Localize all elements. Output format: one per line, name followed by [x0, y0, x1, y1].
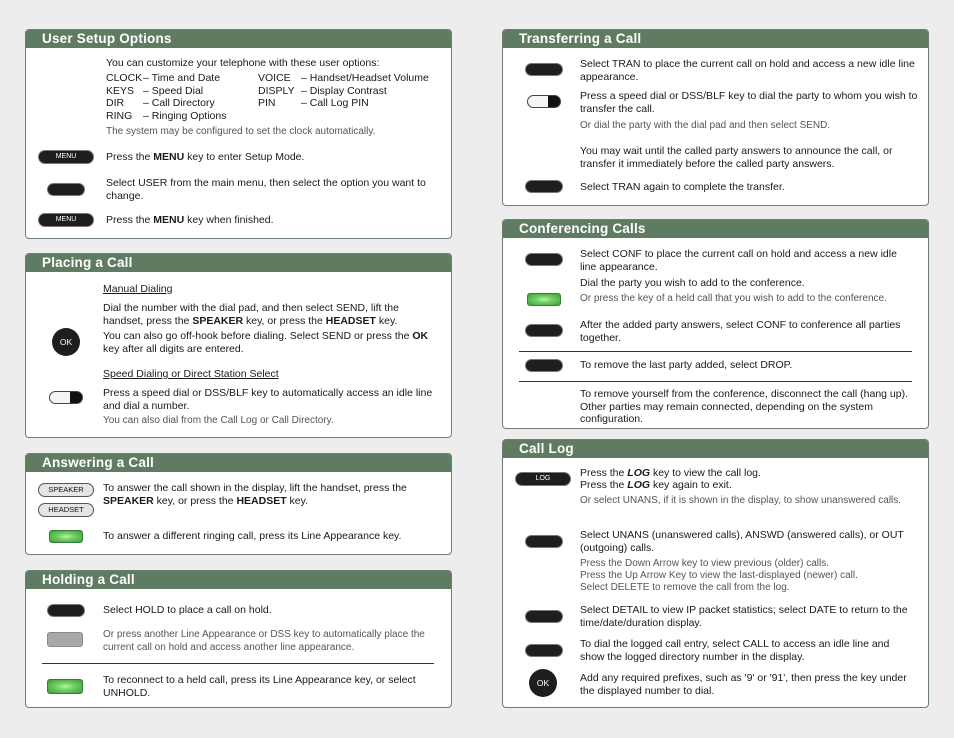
- headset-key-icon[interactable]: HEADSET: [38, 503, 94, 517]
- conf-softkey-icon[interactable]: [525, 253, 563, 266]
- options-left-keys: [106, 72, 142, 122]
- options-left-descs: [143, 72, 226, 122]
- conferencing-p1: Select CONF to place the current call on hold and access a new idle line appearance.: [580, 248, 897, 273]
- option-desc: – Display Contrast: [301, 84, 387, 97]
- call-softkey-icon[interactable]: [525, 644, 563, 657]
- option-key: PIN: [258, 97, 276, 109]
- log-key-icon[interactable]: LOG: [515, 472, 571, 486]
- option-key: RING: [106, 109, 133, 122]
- options-right-descs: [301, 72, 429, 110]
- unans-softkey-icon[interactable]: [525, 535, 563, 548]
- conferencing-p5: To remove yourself from the conference, disconnect the call (hang up). Other parties may remain connected, depending on the system configuration.: [580, 388, 909, 425]
- transferring-p3: You may wait until the called party answers to announce the call, or transfer it immediately before the called party answers.: [580, 145, 893, 170]
- conferencing-p4: To remove the last party added, select DROP.: [580, 359, 793, 371]
- call-log-p1-note: Or select UNANS, if it is shown in the display, to show unanswered calls.: [580, 495, 902, 506]
- manual-dialing-heading: Manual Dialing: [103, 283, 173, 295]
- call-log-p1b: Press the LOG key again to exit.: [580, 479, 732, 491]
- tran-softkey-icon[interactable]: [525, 180, 563, 193]
- option-key: KEYS: [106, 84, 135, 97]
- option-key: VOICE: [258, 72, 291, 84]
- user-setup-intro: You can customize your telephone with these user options:: [106, 57, 380, 69]
- call-log-p1: Press the LOG key to view the call log.: [580, 467, 761, 479]
- answering-card: [25, 453, 452, 555]
- holding-p2: Or press another Line Appearance or DSS key to automatically place the current call on hold and access another line appearance.: [103, 629, 425, 653]
- option-key: DISPLY: [258, 84, 295, 97]
- answering-title: Answering a Call: [26, 454, 451, 472]
- conferencing-card: [502, 219, 929, 429]
- placing-card: [25, 253, 452, 438]
- menu-key-icon[interactable]: MENU: [38, 213, 94, 227]
- call-log-p3: Select DETAIL to view IP packet statistics; select DATE to return to the time/date/duration display.: [580, 604, 908, 629]
- answering-p1: To answer the call shown in the display, lift the handset, press the SPEAKER key, or press the HEADSET key.: [103, 482, 407, 507]
- option-desc: – Speed Dial: [143, 84, 204, 97]
- speed-dial-key-icon[interactable]: [49, 391, 83, 404]
- divider: [519, 381, 912, 382]
- call-log-p2-note1: Press the Down Arrow key to view previous (older) calls.: [580, 558, 829, 569]
- option-key: DIR: [106, 97, 125, 109]
- user-setup-step2: Select USER from the main menu, then select the option you want to change.: [106, 177, 426, 202]
- option-desc: – Call Directory: [143, 97, 215, 109]
- transferring-p2-note: Or dial the party with the dial pad and then select SEND.: [580, 120, 831, 131]
- held-call-key-icon[interactable]: [527, 293, 561, 306]
- placing-title: Placing a Call: [26, 254, 451, 272]
- speaker-key-icon[interactable]: SPEAKER: [38, 483, 94, 497]
- holding-p3: To reconnect to a held call, press its Line Appearance key, or select UNHOLD.: [103, 674, 416, 699]
- conf-softkey-icon[interactable]: [525, 324, 563, 337]
- conferencing-p2: Dial the party you wish to add to the conference.: [580, 277, 805, 289]
- ok-key-icon[interactable]: OK: [529, 669, 557, 697]
- transferring-title: Transferring a Call: [503, 30, 928, 48]
- user-setup-step1: Press the MENU key to enter Setup Mode.: [106, 151, 305, 163]
- call-log-p2: Select UNANS (unanswered calls), ANSWD (answered calls), or OUT (outgoing) calls.: [580, 529, 904, 554]
- menu-key-icon[interactable]: MENU: [38, 150, 94, 164]
- transferring-p1: Select TRAN to place the current call on hold and access a new idle line appearance.: [580, 58, 915, 83]
- speed-dial-note: You can also dial from the Call Log or Call Directory.: [103, 415, 334, 426]
- call-log-title: Call Log: [503, 440, 928, 458]
- manual-dialing-p1: Dial the number with the dial pad, and then select SEND, lift the handset, press the SPEAKER key, or press the HEADSET key.: [103, 302, 399, 327]
- conferencing-title: Conferencing Calls: [503, 220, 928, 238]
- user-setup-note: The system may be configured to set the clock automatically.: [106, 126, 376, 137]
- tran-softkey-icon[interactable]: [525, 63, 563, 76]
- user-setup-card: [25, 29, 452, 239]
- call-log-card: [502, 439, 929, 708]
- transferring-card: [502, 29, 929, 206]
- speed-dial-key-icon[interactable]: [527, 95, 561, 108]
- holding-title: Holding a Call: [26, 571, 451, 589]
- drop-softkey-icon[interactable]: [525, 359, 563, 372]
- hold-softkey-icon[interactable]: [47, 604, 85, 617]
- speed-dial-p1: Press a speed dial or DSS/BLF key to automatically access an idle line and dial a number.: [103, 387, 433, 412]
- divider: [42, 663, 434, 664]
- user-setup-title: User Setup Options: [26, 30, 451, 48]
- line-appearance-key-icon[interactable]: [49, 530, 83, 543]
- user-setup-step3: Press the MENU key when finished.: [106, 214, 274, 226]
- conferencing-p2-note: Or press the key of a held call that you wish to add to the conference.: [580, 293, 887, 304]
- manual-dialing-p2: You can also go off-hook before dialing. Select SEND or press the OK key after all digits are entered.: [103, 330, 429, 355]
- option-desc: – Ringing Options: [143, 109, 227, 122]
- held-line-key-icon[interactable]: [47, 679, 83, 694]
- holding-p1: Select HOLD to place a call on hold.: [103, 604, 272, 616]
- detail-softkey-icon[interactable]: [525, 610, 563, 623]
- option-desc: – Handset/Headset Volume: [301, 72, 429, 84]
- options-right-keys: [258, 72, 295, 110]
- call-log-p2-note3: Select DELETE to remove the call from the log.: [580, 582, 790, 593]
- transferring-p4: Select TRAN again to complete the transfer.: [580, 181, 785, 193]
- transferring-p2: Press a speed dial or DSS/BLF key to dial the party to whom you wish to transfer the call.: [580, 90, 918, 115]
- ok-key-icon[interactable]: OK: [52, 328, 80, 356]
- option-desc: – Time and Date: [143, 72, 221, 84]
- call-log-p5: Add any required prefixes, such as '9' or '91', then press the key under the displayed number to dial.: [580, 672, 907, 697]
- softkey-icon[interactable]: [47, 183, 85, 196]
- speed-dial-heading: Speed Dialing or Direct Station Select: [103, 368, 279, 380]
- conferencing-p3: After the added party answers, select CONF to conference all parties together.: [580, 319, 901, 344]
- call-log-p4: To dial the logged call entry, select CALL to access an idle line and show the logged directory number in the display.: [580, 638, 890, 663]
- option-desc: – Call Log PIN: [301, 97, 369, 109]
- answering-p2: To answer a different ringing call, press its Line Appearance key.: [103, 530, 402, 542]
- option-key: CLOCK: [106, 72, 143, 84]
- divider: [519, 351, 912, 352]
- call-log-p2-note2: Press the Up Arrow Key to view the last-displayed (newer) call.: [580, 570, 858, 581]
- holding-card: [25, 570, 452, 708]
- line-appearance-key-icon[interactable]: [47, 632, 83, 647]
